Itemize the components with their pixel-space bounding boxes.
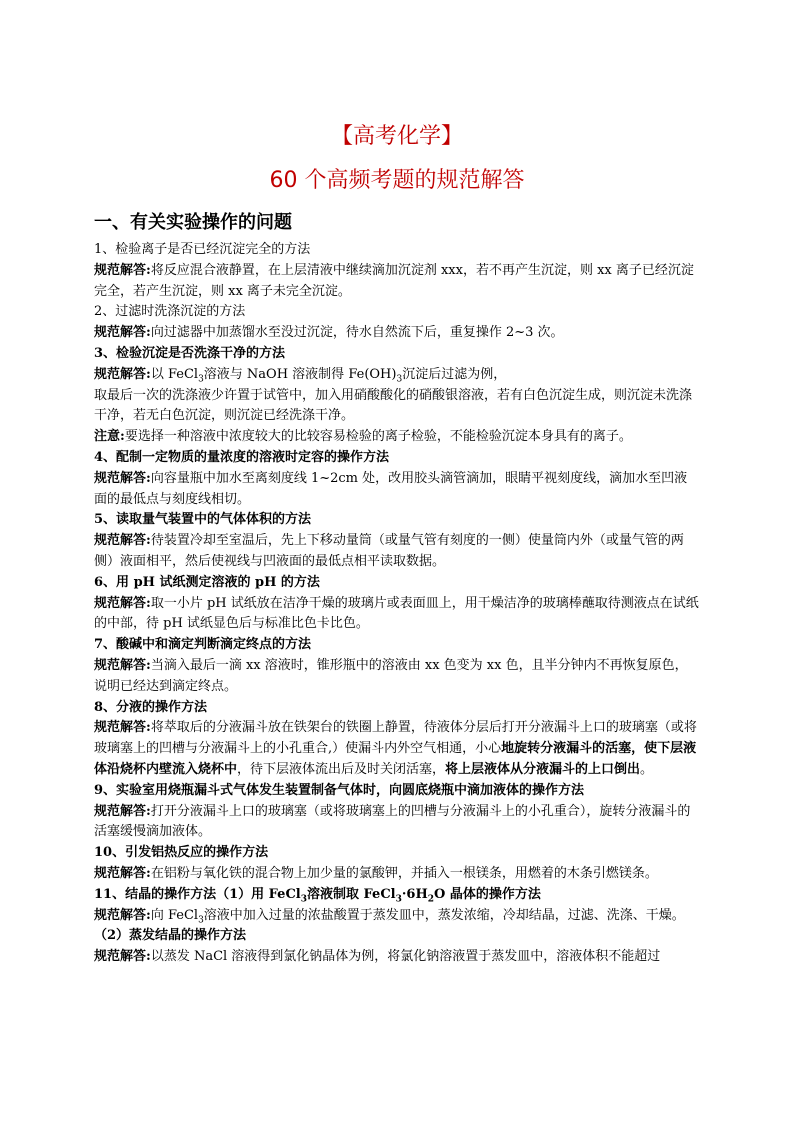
answer-label: 规范解答: <box>94 262 151 278</box>
answer-label: 规范解答: <box>94 595 151 611</box>
item-answer <box>94 802 700 844</box>
item-title: 1、检验离子是否已经沉淀完全的方法 <box>94 242 311 257</box>
title-text: ·6H <box>401 886 428 902</box>
item-answer <box>94 864 700 885</box>
subscript: 3 <box>198 915 204 926</box>
answer-text: 以 FeCl <box>150 366 199 382</box>
answer-label: 规范解答: <box>94 865 151 881</box>
item-title <box>94 885 700 906</box>
item-answer <box>94 531 700 573</box>
answer-label: 规范解答: <box>94 949 151 965</box>
answer-text: 沉淀后过滤为例， <box>402 366 507 382</box>
item-title: 9、实验室用烧瓶漏斗式气体发生装置制备气体时，向圆底烧瓶中滴加液体的操作方法 <box>94 782 585 798</box>
item-title: 4、配制一定物质的量浓度的溶液时定容的操作方法 <box>94 449 390 465</box>
answer-label: 规范解答: <box>94 325 151 341</box>
document-title: 【高考化学】 <box>330 124 463 149</box>
item-answer <box>94 469 700 511</box>
item-answer <box>94 261 700 303</box>
answer-label: 规范解答: <box>94 657 151 673</box>
answer-text: 以蒸发 NaCl 溶液得到氯化钠晶体为例，将氯化钠溶液置于蒸发皿中，溶液体积不能超过 <box>150 949 661 965</box>
answer-text: 待装置冷却至室温后，先上下移动量筒（或量气管有刻度的一侧）使量筒内外（或量气管的两侧）液面相平，然后使视线与凹液面的最低点相平读取数据。 <box>94 533 684 569</box>
note-label: 注意: <box>94 429 125 445</box>
answer-text: 在铝粉与氧化铁的混合物上加少量的氯酸钾，并插入一根镁条，用燃着的木条引燃镁条。 <box>150 865 658 881</box>
title-text: 溶液制取 FeCl <box>307 886 396 902</box>
document-body <box>94 240 700 968</box>
answer-label: 规范解答: <box>94 803 151 819</box>
subscript: 2 <box>427 894 435 905</box>
item-answer <box>94 656 700 698</box>
document-subtitle: 60 个高频考题的规范解答 <box>269 168 525 193</box>
note-text: 要选择一种溶液中浓度较大的比较容易检验的离子检验，不能检验沉淀本身具有的离子。 <box>124 429 632 445</box>
answer-emphasis: 地旋转分液漏斗的活塞，使下层液体沿烧杯内壁流入烧杯中 <box>94 741 697 777</box>
subscript: 3 <box>198 374 204 385</box>
subscript: 3 <box>300 894 308 905</box>
item-title: 3、检验沉淀是否洗涤干净的方法 <box>94 345 286 361</box>
note <box>94 427 700 448</box>
answer-emphasis: 将上层液体从分液漏斗的上口倒出 <box>445 761 641 777</box>
answer-text: 取一小片 pH 试纸放在洁净干燥的玻璃片或表面皿上，用干燥洁净的玻璃棒蘸取待测液点在试纸的中部，待 pH 试纸显色后与标准比色卡比色。 <box>94 595 699 632</box>
answer-text: 溶液中加入过量的浓盐酸置于蒸发皿中，蒸发浓缩，冷却结晶，过滤、洗涤、干燥。 <box>203 907 685 923</box>
answer-text: 将萃取后的分液漏斗放在铁架台的铁圈上静置，待液体分层后打开分液漏斗上口的玻璃塞（或将玻璃塞上的凹槽与分液漏斗上的小孔重合,）使漏斗内外空气相通，小心 <box>94 720 697 757</box>
item-title: 6、用 pH 试纸测定溶液的 pH 的方法 <box>94 574 320 590</box>
answer-text: 向容量瓶中加水至离刻度线 1~2cm 处，改用胶头滴管滴加，眼睛平视刻度线，滴加水至凹液面的最低点与刻度线相切。 <box>94 470 688 507</box>
item-answer <box>94 947 700 968</box>
answer-text: 向 FeCl <box>150 907 199 923</box>
answer-label: 规范解答: <box>94 907 151 923</box>
item-answer <box>94 906 700 927</box>
item-answer <box>94 718 700 780</box>
subscript: 3 <box>395 894 402 905</box>
item-title: 10、引发铝热反应的操作方法 <box>94 845 269 861</box>
answer-text: 将反应混合液静置，在上层清液中继续滴加沉淀剂 xxx，若不再产生沉淀，则 xx 离子已经沉淀完全，若产生沉淀，则 xx 离子未完全沉淀。 <box>94 262 694 299</box>
item-title: 7、酸碱中和滴定判断滴定终点的方法 <box>94 637 312 653</box>
answer-label: 规范解答: <box>94 720 151 736</box>
title-text: O 晶体的操作方法 <box>434 886 541 902</box>
answer-text: 当滴入最后一滴 xx 溶液时，锥形瓶中的溶液由 xx 色变为 xx 色，且半分钟内不再恢复原色，说明已经达到滴定终点。 <box>94 657 688 694</box>
item-answer <box>94 594 700 636</box>
answer-text: 取最后一次的洗涤液少许置于试管中，加入用硝酸酸化的硝酸银溶液，若有白色沉淀生成，则沉淀未洗涤干净，若无白色沉淀，则沉淀已经洗涤干净。 <box>94 387 693 424</box>
item-title: 2、过滤时洗涤沉淀的方法 <box>94 304 246 320</box>
section-heading: 一、有关实验操作的问题 <box>94 212 292 233</box>
answer-text: ，待下层液体流出后及时关闭活塞， <box>237 761 446 777</box>
item-answer <box>94 323 700 344</box>
answer-text: 。 <box>640 761 654 777</box>
answer-label: 规范解答: <box>94 366 151 382</box>
item-title: 5、读取量气装置中的气体体积的方法 <box>94 512 312 528</box>
subscript: 3 <box>396 374 403 385</box>
item-answer <box>94 365 700 386</box>
title-text: 11、结晶的操作方法（1）用 FeCl <box>94 886 301 902</box>
answer-label: 规范解答: <box>94 533 151 549</box>
item-title: （2）蒸发结晶的操作方法 <box>94 928 247 944</box>
answer-label: 规范解答: <box>94 470 151 486</box>
answer-text: 向过滤器中加蒸馏水至没过沉淀，待水自然流下后，重复操作 2~3 次。 <box>150 325 564 341</box>
answer-text: 溶液与 NaOH 溶液制得 Fe(OH) <box>203 366 397 382</box>
answer-text: 打开分液漏斗上口的玻璃塞（或将玻璃塞上的凹槽与分液漏斗上的小孔重合），旋转分液漏斗的活塞缓慢滴加液体。 <box>94 803 691 840</box>
item-title: 8、分液的操作方法 <box>94 699 208 715</box>
